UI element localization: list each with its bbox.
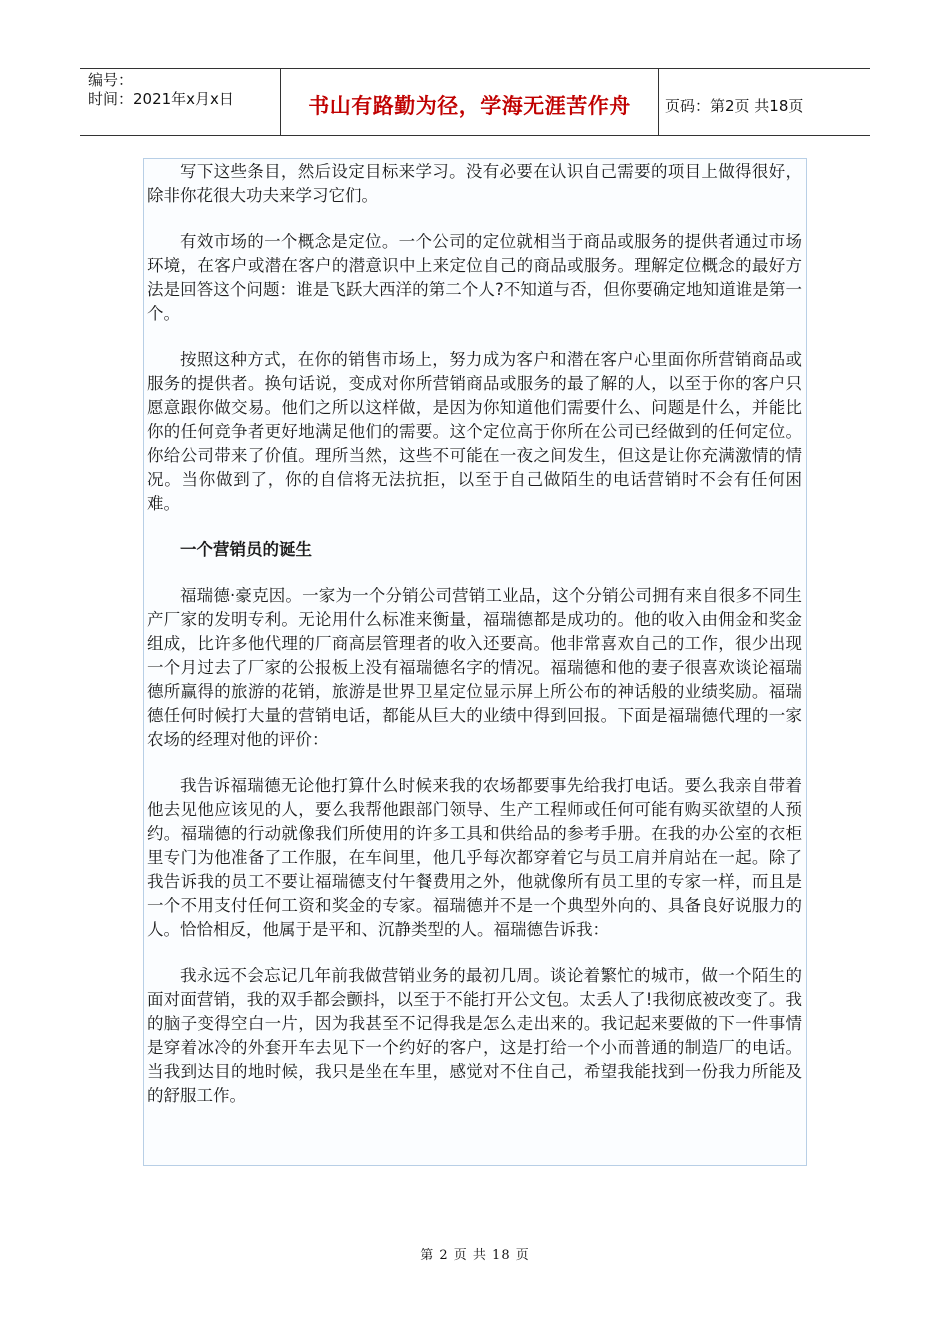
page-footer: 第 2 页 共 18 页: [420, 1248, 530, 1263]
paragraph: 写下这些条目，然后设定目标来学习。没有必要在认识自己需要的项目上做得很好，除非你花很大功夫来学习它们。: [147, 162, 802, 205]
page-header: [80, 68, 870, 136]
header-motto: 书山有路勤为径，学海无涯苦作舟: [281, 69, 659, 135]
paragraph: 福瑞德·豪克因。一家为一个分销公司营销工业品，这个分销公司拥有来自很多不同生产厂家的发明专利。无论用什么标准来衡量，福瑞德都是成功的。他的收入由佣金和奖金组成，比许多他代理的厂商高层管理者的收入还要高。他非常喜欢自己的工作，很少出现一个月过去了厂家的公报板上没有福瑞德名字的情况。福瑞德和他的妻子很喜欢谈论福瑞德所赢得的旅游的花销，旅游是世界卫星定位显示屏上所公布的神话般的业绩奖励。福瑞德任何时候打大量的营销电话，都能从巨大的业绩中得到回报。下面是福瑞德代理的一家农场的经理对他的评价：: [147, 586, 802, 749]
document-number-label: 编号：: [88, 71, 134, 89]
section-heading: 一个营销员的诞生: [180, 540, 312, 559]
header-meta: [80, 69, 281, 135]
paragraph: 按照这种方式，在你的销售市场上，努力成为客户和潜在客户心里面你所营销商品或服务的提供者。换句话说，变成对你所营销商品或服务的最了解的人，以至于你的客户只愿意跟你做交易。他们之所以这样做，是因为你知道他们需要什么、问题是什么，并能比你的任何竞争者更好地满足他们的需要。这个定位高于你所在公司已经做到的任何定位。你给公司带来了价值。理所当然，这些不可能在一夜之间发生，但这是让你充满激情的情况。当你做到了，你的自信将无法抗拒，以至于自己做陌生的电话营销时不会有任何困难。: [147, 350, 802, 513]
paragraph: 我永远不会忘记几年前我做营销业务的最初几周。谈论着繁忙的城市，做一个陌生的面对面营销，我的双手都会颤抖，以至于不能打开公文包。太丢人了!我彻底被改变了。我的脑子变得空白一片，因为我甚至不记得我是怎么走出来的。我记起来要做的下一件事情是穿着冰冷的外套开车去见下一个约好的客户，这是打给一个小而普通的制造厂的电话。当我到达目的地时候，我只是坐在车里，感觉对不住自己，希望我能找到一份我力所能及的舒服工作。: [147, 966, 802, 1105]
paragraph: 我告诉福瑞德无论他打算什么时候来我的农场都要事先给我打电话。要么我亲自带着他去见他应该见的人，要么我帮他跟部门领导、生产工程师或任何可能有购买欲望的人预约。福瑞德的行动就像我们所使用的许多工具和供给品的参考手册。在我的办公室的衣柜里专门为他准备了工作服，在车间里，他几乎每次都穿着它与员工肩并肩站在一起。除了我告诉我的员工不要让福瑞德支付午餐费用之外，他就像所有员工里的专家一样，而且是一个不用支付任何工资和奖金的专家。福瑞德并不是一个典型外向的、具备良好说服力的人。恰恰相反，他属于是平和、沉静类型的人。福瑞德告诉我：: [147, 776, 802, 939]
document-date-label: 时间：2021年x月x日: [88, 90, 234, 108]
paragraph: 有效市场的一个概念是定位。一个公司的定位就相当于商品或服务的提供者通过市场环境，在客户或潜在客户的潜意识中上来定位自己的商品或服务。理解定位概念的最好方法是回答这个问题：谁是飞跃大西洋的第二个人?不知道与否，但你要确定地知道谁是第一个。: [147, 232, 802, 323]
header-page-number: 页码：第2页 共18页: [665, 96, 804, 115]
content-body: [143, 158, 807, 1166]
